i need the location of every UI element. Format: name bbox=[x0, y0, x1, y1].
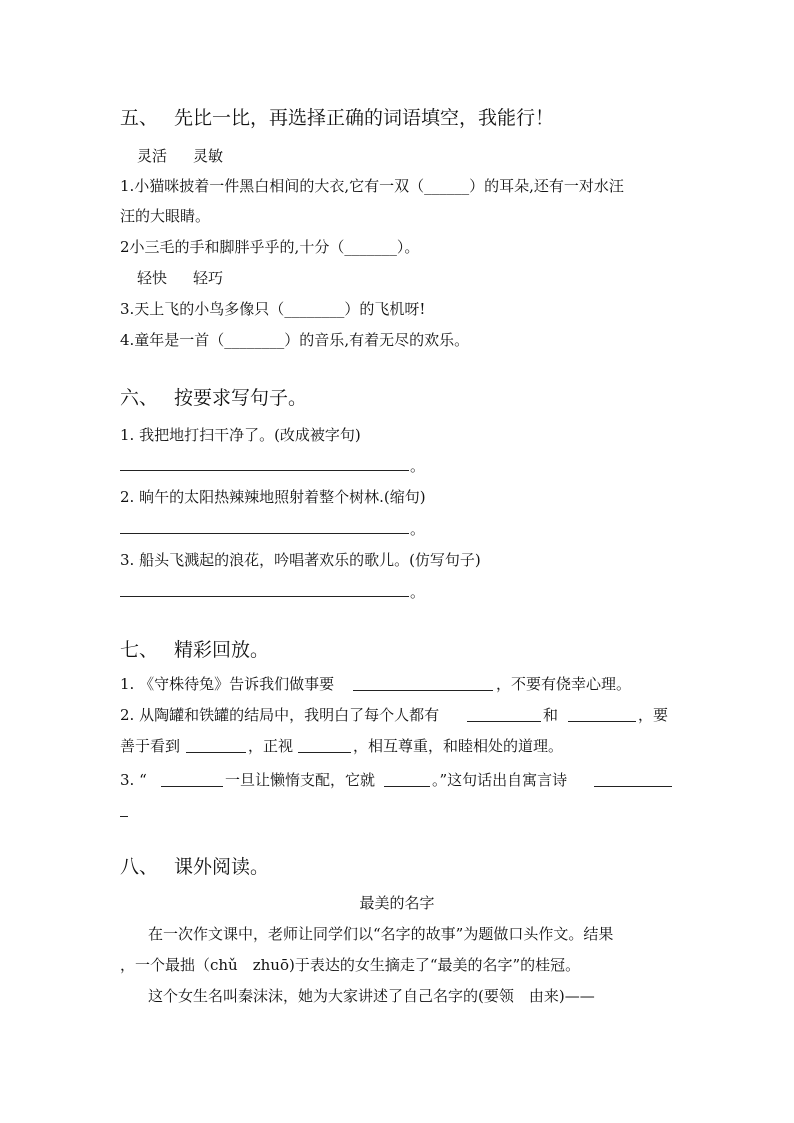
answer-blank[interactable] bbox=[353, 690, 493, 691]
section-number: 八、 bbox=[120, 856, 159, 878]
question-7-2e: ，正视 bbox=[248, 737, 294, 755]
passage-paragraph-1a: 在一次作文课中，老师让同学们以“名字的故事”为题做口头作文。结果 bbox=[148, 925, 614, 943]
word-bank-2 bbox=[137, 268, 249, 288]
question-7-2a: 2. 从陶罐和铁罐的结局中，我明白了每个人都有 bbox=[120, 706, 440, 724]
question-7-2b: 和 bbox=[543, 706, 559, 724]
word-option: 灵活 bbox=[137, 147, 168, 165]
answer-blank[interactable] bbox=[568, 721, 636, 722]
answer-blank[interactable] bbox=[161, 786, 223, 787]
section-number: 七、 bbox=[120, 639, 159, 661]
passage-title: 最美的名字 bbox=[359, 894, 435, 912]
answer-blank[interactable] bbox=[298, 752, 351, 753]
question-7-1b: ，不要有侥幸心理。 bbox=[496, 675, 632, 693]
question-5-3: 3.天上飞的小鸟多像只（________）的飞机呀! bbox=[120, 300, 426, 318]
question-6-3: 3. 船头飞溅起的浪花，吟唱著欢乐的歌儿。(仿写句子) bbox=[120, 551, 481, 569]
question-5-1b: 汪的大眼睛。 bbox=[120, 207, 211, 225]
word-option: 轻巧 bbox=[193, 269, 224, 287]
answer-line[interactable] bbox=[120, 470, 409, 471]
answer-line[interactable] bbox=[120, 533, 409, 534]
answer-blank[interactable] bbox=[467, 721, 541, 722]
passage-paragraph-1b: ，一个最拙（chǔ zhuō)于表达的女生摘走了“最美的名字”的桂冠。 bbox=[120, 956, 581, 974]
answer-blank[interactable] bbox=[186, 752, 246, 753]
word-bank-1 bbox=[137, 146, 249, 166]
question-5-4: 4.童年是一首（________）的音乐,有着无尽的欢乐。 bbox=[120, 331, 470, 349]
answer-blank[interactable] bbox=[384, 786, 430, 787]
section-number: 六、 bbox=[120, 387, 159, 409]
question-7-3a: 3. “ bbox=[120, 771, 147, 789]
question-7-2f: ，相互尊重，和睦相处的道理。 bbox=[353, 737, 564, 755]
end-mark: 。 bbox=[410, 583, 426, 601]
section-title: 按要求写句子。 bbox=[174, 387, 308, 409]
question-7-3b: 一旦让懒惰支配，它就 bbox=[225, 771, 376, 789]
word-option: 轻快 bbox=[137, 269, 168, 287]
question-5-2: 2小三毛的手和脚胖乎乎的,十分（_______）。 bbox=[120, 238, 420, 256]
question-7-2d: 善于看到 bbox=[120, 737, 181, 755]
section-number: 五、 bbox=[120, 107, 159, 129]
question-7-1a: 1. 《守株待兔》告诉我们做事要 bbox=[120, 675, 335, 693]
end-mark: 。 bbox=[410, 457, 426, 475]
section-title: 先比一比，再选择正确的词语填空，我能行！ bbox=[174, 107, 555, 129]
section-title: 课外阅读。 bbox=[174, 856, 270, 878]
question-7-2c: ，要 bbox=[638, 706, 669, 724]
question-7-3c: 。”这句话出自寓言诗 bbox=[432, 771, 568, 789]
question-6-2: 2. 晌午的太阳热辣辣地照射着整个树林.(缩句) bbox=[120, 488, 426, 506]
answer-blank[interactable] bbox=[594, 786, 672, 787]
answer-line[interactable] bbox=[120, 596, 409, 597]
section-6-heading bbox=[120, 386, 307, 410]
passage-paragraph-2: 这个女生名叫秦沫沫，她为大家讲述了自己名字的(要领 由来)—— bbox=[148, 987, 595, 1005]
question-6-1: 1. 我把地打扫干净了。(改成被字句) bbox=[120, 426, 361, 444]
end-mark: 。 bbox=[410, 520, 426, 538]
section-8-heading bbox=[120, 855, 269, 879]
word-option: 灵敏 bbox=[193, 147, 224, 165]
section-7-heading bbox=[120, 638, 269, 662]
section-5-heading bbox=[120, 106, 554, 130]
answer-blank-continuation[interactable] bbox=[120, 816, 128, 817]
question-5-1a: 1.小猫咪披着一件黑白相间的大衣,它有一双（______）的耳朵,还有一对水汪 bbox=[120, 177, 624, 195]
section-title: 精彩回放。 bbox=[174, 639, 270, 661]
